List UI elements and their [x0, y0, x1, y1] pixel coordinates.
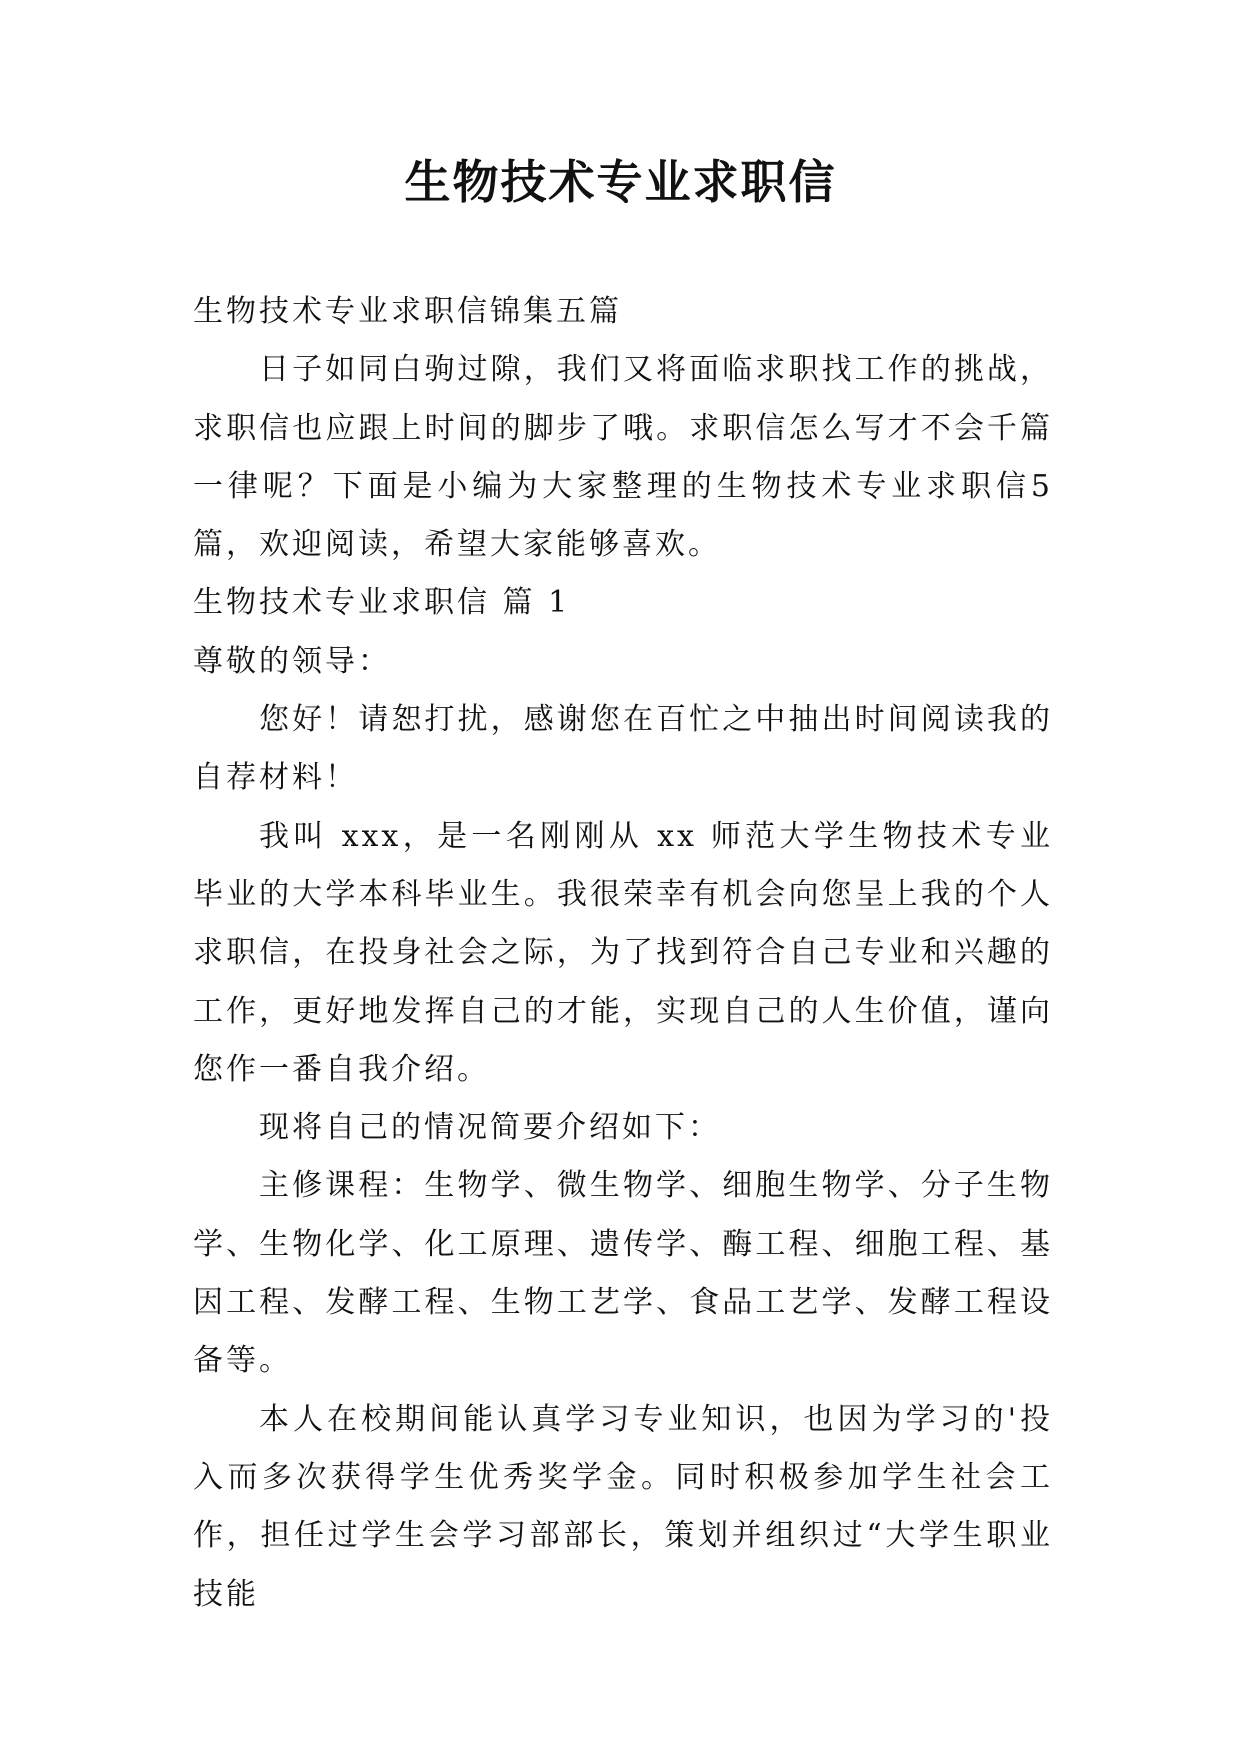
self-introduction-paragraph: 我叫 xxx，是一名刚刚从 xx 师范大学生物技术专业毕业的大学本科毕业生。我很荣幸有机会向您呈上我的个人求职信，在投身社会之际，为了找到符合自己专业和兴趣的工作，更好地发挥自己的才能，实现自己的人生价值，谨向您作一番自我介绍。 [193, 818, 1053, 1087]
salutation: 尊敬的领导： [193, 643, 391, 679]
activities-paragraph: 本人在校期间能认真学习专业知识，也因为学习的'投入而多次获得学生优秀奖学金。同时积极参加学生社会工作，担任过学生会学习部部长，策划并组织过“大学生职业技能 [193, 1401, 1053, 1612]
collection-subtitle: 生物技术专业求职信锦集五篇 [193, 294, 622, 329]
letter-heading: 生物技术专业求职信 篇 1 [193, 585, 571, 621]
overview-paragraph: 现将自己的情况简要介绍如下： [259, 1110, 721, 1146]
courses-paragraph: 主修课程：生物学、微生物学、细胞生物学、分子生物学、生物化学、化工原理、遗传学、酶工程、细胞工程、基因工程、发酵工程、生物工艺学、食品工艺学、发酵工程设备等。 [193, 1168, 1053, 1379]
document-title: 生物技术专业求职信 [404, 155, 837, 209]
greeting-paragraph: 您好！请恕打扰，感谢您在百忙之中抽出时间阅读我的自荐材料！ [193, 702, 1053, 796]
document-body [193, 283, 1053, 1624]
intro-paragraph: 日子如同白驹过隙，我们又将面临求职找工作的挑战，求职信也应跟上时间的脚步了哦。求职信怎么写才不会千篇一律呢？下面是小编为大家整理的生物技术专业求职信5篇，欢迎阅读，希望大家能够喜欢。 [193, 352, 1053, 563]
